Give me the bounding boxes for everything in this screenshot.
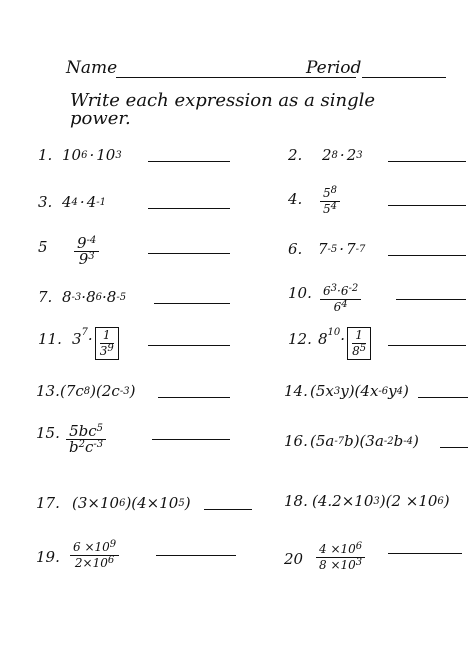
answer-blank xyxy=(158,397,230,398)
answer-blank xyxy=(388,345,466,346)
problem-number: 13. xyxy=(36,382,60,400)
problem-expression xyxy=(314,543,367,572)
problem-16 xyxy=(284,416,470,456)
problem-expression: $8^{10}\cdot$ $\frac{1}{8^5}$ xyxy=(318,327,373,360)
problem-expression: (4.2×10 $^3$ )(2 ×10 $^6$ ) xyxy=(312,492,450,510)
problem-expression: (5x $^3$ y)(4x $^{-6}$ y $^4$ ) xyxy=(310,382,409,400)
problem-expression: 4 $^4$ · 4 $^{-1}$ xyxy=(62,193,106,211)
answer-blank xyxy=(148,208,230,209)
fraction: $\frac{5^8}{5^4}$ xyxy=(320,187,340,216)
period-label: Period xyxy=(306,58,362,78)
problem-number: 4. xyxy=(288,190,303,208)
problem-expression: (3×10 $^6$ )(4×10 $^5$ ) xyxy=(72,494,191,512)
problem-1 xyxy=(38,130,238,170)
problem-number: 17. xyxy=(36,494,60,512)
answer-blank xyxy=(152,439,230,440)
problem-17 xyxy=(36,478,256,518)
boxed-fraction: $\frac{1}{3^9}$ xyxy=(95,327,119,360)
problem-expression xyxy=(318,285,363,314)
problem-number: 14. xyxy=(284,382,308,400)
problem-expression xyxy=(72,234,101,268)
problem-number: 5 xyxy=(38,238,48,256)
fraction: $\frac{4 \times 10^6}{8 \times 10^3}$ xyxy=(316,543,365,572)
answer-blank xyxy=(440,447,468,448)
fraction: $\frac{6 \times 10^9}{2\times 10^6}$ xyxy=(70,541,119,570)
problem-expression: 2 $^8$ · 2 $^3$ xyxy=(322,146,363,164)
problem-10 xyxy=(288,270,468,316)
problem-4 xyxy=(288,172,468,218)
problem-14 xyxy=(284,366,470,406)
answer-blank xyxy=(388,205,466,206)
problem-expression xyxy=(318,187,342,216)
problem-expression xyxy=(64,422,108,456)
problem-7 xyxy=(38,272,238,312)
problem-expression: (7c $^8$ )(2c $^{-3}$ ) xyxy=(60,382,136,400)
problem-number: 3. xyxy=(38,193,53,211)
problem-number: 16. xyxy=(284,432,308,450)
problem-13 xyxy=(36,366,236,406)
problem-number: 10. xyxy=(288,284,312,302)
problem-expression: $3^7\cdot$ $\frac{1}{3^9}$ xyxy=(72,327,121,360)
problem-number: 18. xyxy=(284,492,308,510)
problem-number: 1. xyxy=(38,146,53,164)
problem-number: 19. xyxy=(36,548,60,566)
answer-blank xyxy=(388,255,466,256)
problem-20 xyxy=(284,526,470,576)
answer-blank xyxy=(204,509,252,510)
problem-expression: 10 $^6$ · 10 $^3$ xyxy=(62,146,122,164)
name-label: Name xyxy=(66,58,118,78)
answer-blank xyxy=(388,553,462,554)
problem-expression xyxy=(68,541,121,570)
problem-number: 15. xyxy=(36,424,60,442)
problem-2 xyxy=(288,130,468,170)
problem-6 xyxy=(288,224,468,264)
problem-11 xyxy=(38,316,238,362)
problem-number: 6. xyxy=(288,240,303,258)
problem-18 xyxy=(284,476,470,516)
problem-15 xyxy=(36,410,236,456)
answer-blank xyxy=(388,161,466,162)
problem-12 xyxy=(288,316,468,362)
problem-number: 12. xyxy=(288,330,312,348)
answer-blank xyxy=(148,161,230,162)
answer-blank xyxy=(148,345,230,346)
boxed-fraction: $\frac{1}{8^5}$ xyxy=(347,327,371,360)
fraction: $\frac{9^{-4}}{9^3}$ xyxy=(74,237,99,266)
answer-blank xyxy=(148,253,230,254)
fraction: $\frac{6^3\cdot 6^{-2}}{6^4}$ xyxy=(320,285,361,314)
fraction: $\frac{5bc^5}{b^2c^{-3}}$ xyxy=(66,425,106,454)
answer-blank xyxy=(156,555,236,556)
problem-expression: 7 $^{-5}$ · 7 $^{-7}$ xyxy=(318,240,366,258)
problem-number: 20 xyxy=(284,550,304,568)
answer-blank xyxy=(418,397,468,398)
problem-3 xyxy=(38,177,238,217)
worksheet-header xyxy=(66,58,446,82)
period-line xyxy=(362,77,446,78)
problem-19 xyxy=(36,524,256,574)
answer-blank xyxy=(154,303,230,304)
instructions: Write each expression as a single power. xyxy=(70,90,376,129)
problem-number: 11. xyxy=(38,330,62,348)
problem-number: 7. xyxy=(38,288,53,306)
answer-blank xyxy=(396,299,466,300)
problem-expression: 8 $^{-3}$ · 8 $^6$ · 8 $^{-5}$ xyxy=(62,288,127,306)
problem-5 xyxy=(38,222,238,268)
problem-number: 2. xyxy=(288,146,303,164)
problem-expression: (5a $^{-7}$ b)(3a $^{-2}$ b $^{-4}$ ) xyxy=(310,432,419,450)
